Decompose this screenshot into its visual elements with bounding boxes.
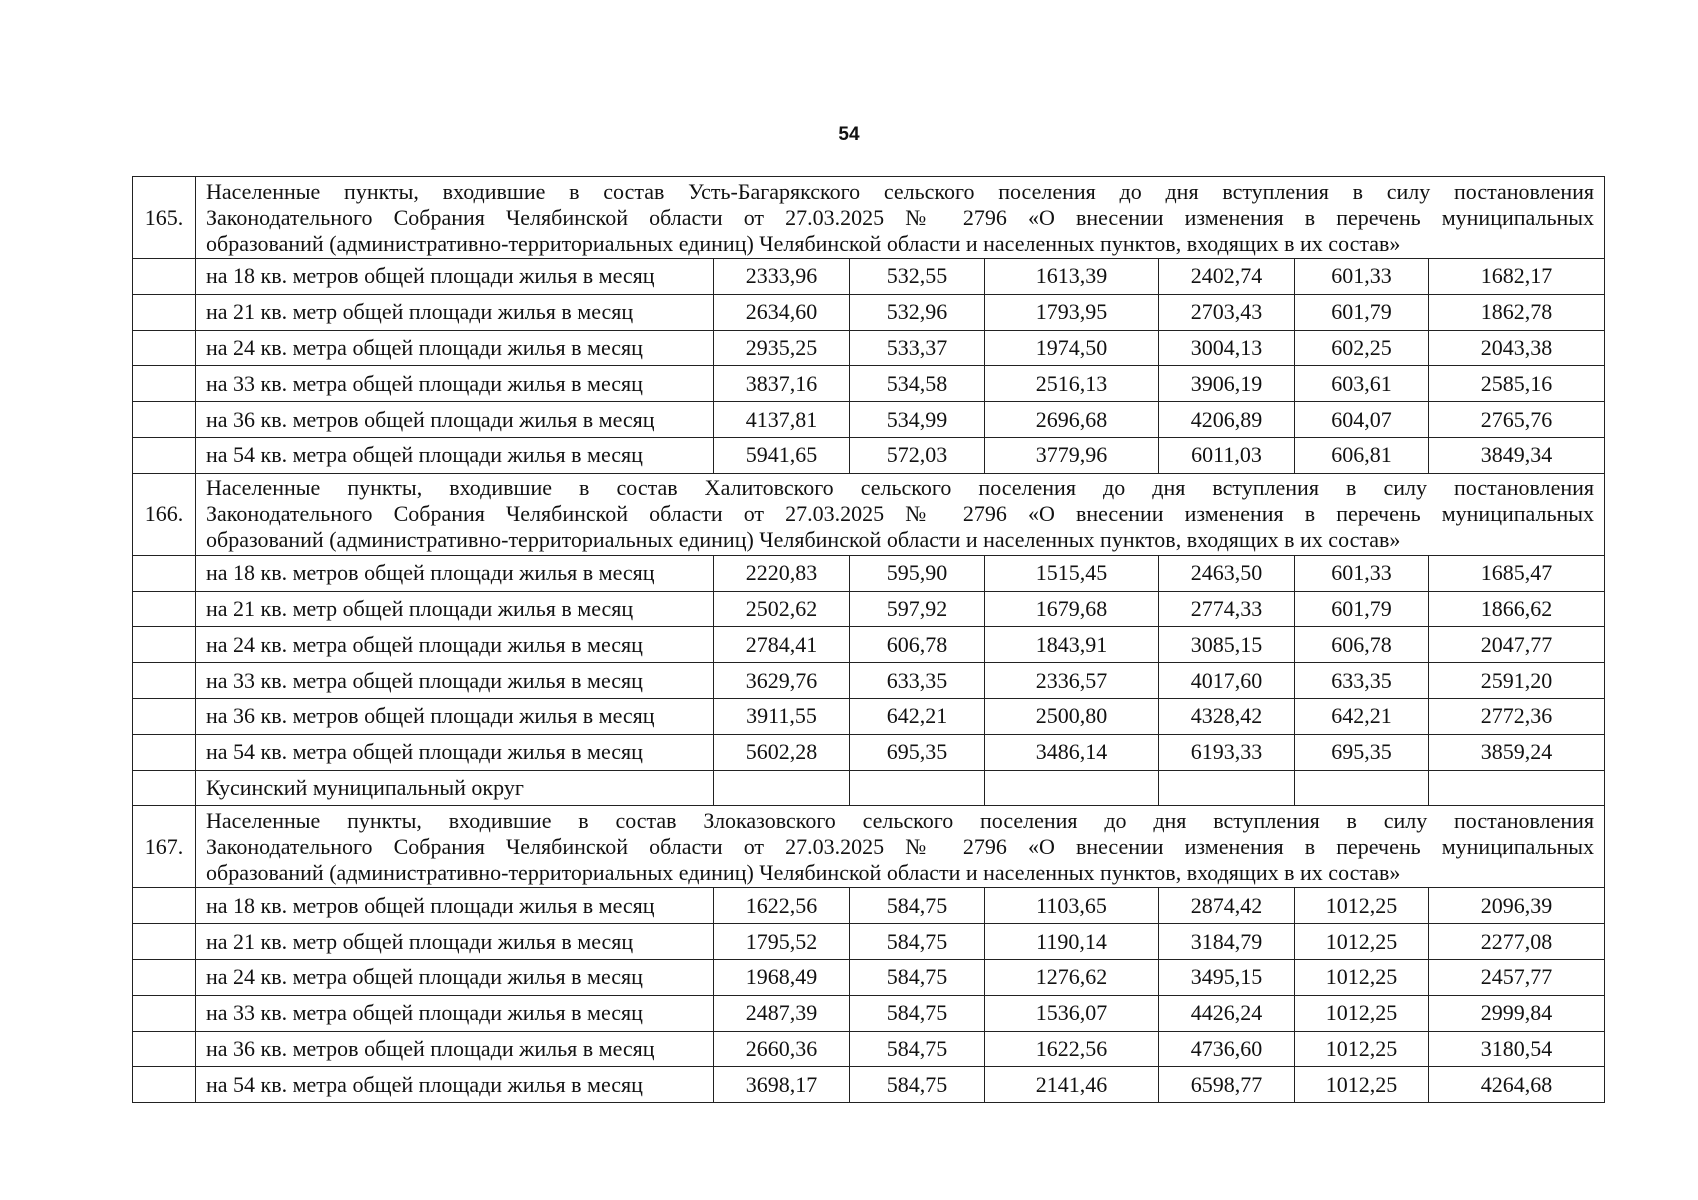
value-cell: 3085,15	[1159, 627, 1295, 663]
value-cell: 1866,62	[1429, 591, 1605, 627]
value-cell: 1843,91	[985, 627, 1159, 663]
value-cell: 2585,16	[1429, 366, 1605, 402]
row-label: на 33 кв. метра общей площади жилья в месяц	[196, 995, 714, 1031]
section-title-line: образований (административно-территориальных единиц) Челябинской области и населенных пунктов, входящих в их состав»	[206, 527, 1401, 553]
value-cell: 584,75	[850, 1067, 985, 1103]
value-cell: 2591,20	[1429, 663, 1605, 699]
value-cell: 1685,47	[1429, 555, 1605, 591]
empty-number-cell	[133, 663, 196, 699]
row-label: на 36 кв. метров общей площади жилья в месяц	[196, 1031, 714, 1067]
value-cell: 3849,34	[1429, 437, 1605, 473]
table-row	[133, 591, 1605, 627]
tariff-table	[132, 176, 1605, 1103]
table-row	[133, 924, 1605, 960]
section-header-row	[133, 177, 1605, 259]
empty-number-cell	[133, 734, 196, 770]
value-cell: 2141,46	[985, 1067, 1159, 1103]
value-cell: 3911,55	[714, 698, 850, 734]
value-cell: 2774,33	[1159, 591, 1295, 627]
table-row	[133, 555, 1605, 591]
table-row	[133, 330, 1605, 366]
table-row	[133, 437, 1605, 473]
value-cell: 1682,17	[1429, 259, 1605, 295]
value-cell: 1795,52	[714, 924, 850, 960]
value-cell: 2516,13	[985, 366, 1159, 402]
empty-value-cell	[714, 770, 850, 806]
value-cell: 2935,25	[714, 330, 850, 366]
value-cell: 3004,13	[1159, 330, 1295, 366]
value-cell: 4017,60	[1159, 663, 1295, 699]
value-cell: 1515,45	[985, 555, 1159, 591]
empty-number-cell	[133, 770, 196, 806]
table-row	[133, 1067, 1605, 1103]
table-row	[133, 366, 1605, 402]
value-cell: 3486,14	[985, 734, 1159, 770]
section-number: 165.	[133, 177, 196, 259]
value-cell: 601,79	[1295, 294, 1429, 330]
value-cell: 534,58	[850, 366, 985, 402]
value-cell: 642,21	[850, 698, 985, 734]
value-cell: 597,92	[850, 591, 985, 627]
table-row	[133, 1031, 1605, 1067]
row-label: на 24 кв. метра общей площади жилья в месяц	[196, 627, 714, 663]
table-row	[133, 995, 1605, 1031]
value-cell: 606,78	[1295, 627, 1429, 663]
section-title-line: Законодательного Собрания Челябинской области от 27.03.2025 № 2796 «О внесении изменения в перечень муниципальных	[206, 501, 1595, 527]
value-cell: 6598,77	[1159, 1067, 1295, 1103]
value-cell: 1012,25	[1295, 924, 1429, 960]
value-cell: 695,35	[850, 734, 985, 770]
value-cell: 584,75	[850, 924, 985, 960]
empty-number-cell	[133, 1031, 196, 1067]
row-label: на 21 кв. метр общей площади жилья в месяц	[196, 591, 714, 627]
section-title-line: Населенные пункты, входившие в состав Злоказовского сельского поселения до дня вступления в силу постановления	[206, 807, 1595, 833]
value-cell: 2634,60	[714, 294, 850, 330]
value-cell: 4328,42	[1159, 698, 1295, 734]
value-cell: 1968,49	[714, 959, 850, 995]
empty-number-cell	[133, 330, 196, 366]
row-label: на 21 кв. метр общей площади жилья в месяц	[196, 294, 714, 330]
value-cell: 1103,65	[985, 888, 1159, 924]
value-cell: 584,75	[850, 888, 985, 924]
value-cell: 1276,62	[985, 959, 1159, 995]
value-cell: 606,78	[850, 627, 985, 663]
value-cell: 1793,95	[985, 294, 1159, 330]
empty-number-cell	[133, 888, 196, 924]
value-cell: 2047,77	[1429, 627, 1605, 663]
value-cell: 2999,84	[1429, 995, 1605, 1031]
value-cell: 534,99	[850, 402, 985, 438]
value-cell: 1622,56	[714, 888, 850, 924]
value-cell: 5941,65	[714, 437, 850, 473]
value-cell: 2333,96	[714, 259, 850, 295]
section-title-line: Населенные пункты, входившие в состав Халитовского сельского поселения до дня вступления в силу постановления	[206, 475, 1595, 501]
row-label: на 54 кв. метра общей площади жилья в месяц	[196, 734, 714, 770]
section-title-line: Законодательного Собрания Челябинской области от 27.03.2025 № 2796 «О внесении изменения в перечень муниципальных	[206, 204, 1595, 230]
district-row	[133, 770, 1605, 806]
value-cell: 1622,56	[985, 1031, 1159, 1067]
empty-number-cell	[133, 959, 196, 995]
section-title	[196, 177, 1605, 259]
value-cell: 1012,25	[1295, 959, 1429, 995]
row-label: на 18 кв. метров общей площади жилья в месяц	[196, 259, 714, 295]
value-cell: 532,55	[850, 259, 985, 295]
value-cell: 2660,36	[714, 1031, 850, 1067]
value-cell: 1190,14	[985, 924, 1159, 960]
row-label: на 33 кв. метра общей площади жилья в месяц	[196, 366, 714, 402]
empty-number-cell	[133, 402, 196, 438]
row-label: на 36 кв. метров общей площади жилья в месяц	[196, 698, 714, 734]
row-label: на 33 кв. метра общей площади жилья в месяц	[196, 663, 714, 699]
row-label: на 24 кв. метра общей площади жилья в месяц	[196, 330, 714, 366]
empty-number-cell	[133, 1067, 196, 1103]
table-row	[133, 294, 1605, 330]
value-cell: 1862,78	[1429, 294, 1605, 330]
row-label: на 18 кв. метров общей площади жилья в месяц	[196, 555, 714, 591]
empty-value-cell	[1159, 770, 1295, 806]
value-cell: 2463,50	[1159, 555, 1295, 591]
section-title-line: образований (административно-территориальных единиц) Челябинской области и населенных пунктов, входящих в их состав»	[206, 230, 1401, 256]
table-row	[133, 959, 1605, 995]
empty-number-cell	[133, 995, 196, 1031]
value-cell: 5602,28	[714, 734, 850, 770]
empty-value-cell	[1429, 770, 1605, 806]
row-label: на 18 кв. метров общей площади жилья в месяц	[196, 888, 714, 924]
value-cell: 2220,83	[714, 555, 850, 591]
value-cell: 584,75	[850, 995, 985, 1031]
value-cell: 1974,50	[985, 330, 1159, 366]
value-cell: 2487,39	[714, 995, 850, 1031]
value-cell: 4426,24	[1159, 995, 1295, 1031]
section-number: 167.	[133, 806, 196, 888]
value-cell: 2043,38	[1429, 330, 1605, 366]
value-cell: 2277,08	[1429, 924, 1605, 960]
value-cell: 2703,43	[1159, 294, 1295, 330]
value-cell: 1012,25	[1295, 995, 1429, 1031]
empty-number-cell	[133, 924, 196, 960]
value-cell: 4206,89	[1159, 402, 1295, 438]
section-title-line: образований (административно-территориальных единиц) Челябинской области и населенных пунктов, входящих в их состав»	[206, 859, 1401, 885]
value-cell: 3906,19	[1159, 366, 1295, 402]
value-cell: 642,21	[1295, 698, 1429, 734]
value-cell: 601,33	[1295, 555, 1429, 591]
value-cell: 604,07	[1295, 402, 1429, 438]
table-row	[133, 402, 1605, 438]
value-cell: 606,81	[1295, 437, 1429, 473]
value-cell: 2784,41	[714, 627, 850, 663]
value-cell: 2874,42	[1159, 888, 1295, 924]
row-label: на 21 кв. метр общей площади жилья в месяц	[196, 924, 714, 960]
row-label: на 54 кв. метра общей площади жилья в месяц	[196, 437, 714, 473]
value-cell: 3629,76	[714, 663, 850, 699]
value-cell: 4736,60	[1159, 1031, 1295, 1067]
value-cell: 1012,25	[1295, 888, 1429, 924]
value-cell: 4137,81	[714, 402, 850, 438]
value-cell: 6193,33	[1159, 734, 1295, 770]
value-cell: 6011,03	[1159, 437, 1295, 473]
value-cell: 2402,74	[1159, 259, 1295, 295]
page-number: 54	[838, 124, 860, 145]
table-row	[133, 663, 1605, 699]
empty-number-cell	[133, 294, 196, 330]
section-title	[196, 473, 1605, 555]
row-label: на 36 кв. метров общей площади жилья в месяц	[196, 402, 714, 438]
empty-number-cell	[133, 555, 196, 591]
table-row	[133, 734, 1605, 770]
value-cell: 2096,39	[1429, 888, 1605, 924]
empty-value-cell	[985, 770, 1159, 806]
value-cell: 572,03	[850, 437, 985, 473]
table-row	[133, 259, 1605, 295]
value-cell: 695,35	[1295, 734, 1429, 770]
value-cell: 595,90	[850, 555, 985, 591]
empty-value-cell	[850, 770, 985, 806]
value-cell: 1536,07	[985, 995, 1159, 1031]
value-cell: 603,61	[1295, 366, 1429, 402]
table-row	[133, 698, 1605, 734]
value-cell: 532,96	[850, 294, 985, 330]
value-cell: 2765,76	[1429, 402, 1605, 438]
value-cell: 3779,96	[985, 437, 1159, 473]
row-label: на 24 кв. метра общей площади жилья в месяц	[196, 959, 714, 995]
section-title-line: Законодательного Собрания Челябинской области от 27.03.2025 № 2796 «О внесении изменения в перечень муниципальных	[206, 833, 1595, 859]
section-title-line: Населенные пункты, входившие в состав Усть-Багарякского сельского поселения до дня вступления в силу постановления	[206, 178, 1595, 204]
section-title	[196, 806, 1605, 888]
value-cell: 4264,68	[1429, 1067, 1605, 1103]
empty-number-cell	[133, 259, 196, 295]
empty-number-cell	[133, 627, 196, 663]
empty-number-cell	[133, 366, 196, 402]
value-cell: 3184,79	[1159, 924, 1295, 960]
value-cell: 2502,62	[714, 591, 850, 627]
value-cell: 1012,25	[1295, 1031, 1429, 1067]
value-cell: 2500,80	[985, 698, 1159, 734]
value-cell: 2772,36	[1429, 698, 1605, 734]
value-cell: 2457,77	[1429, 959, 1605, 995]
empty-number-cell	[133, 437, 196, 473]
value-cell: 584,75	[850, 959, 985, 995]
value-cell: 3495,15	[1159, 959, 1295, 995]
value-cell: 633,35	[850, 663, 985, 699]
value-cell: 2336,57	[985, 663, 1159, 699]
empty-number-cell	[133, 698, 196, 734]
value-cell: 1613,39	[985, 259, 1159, 295]
value-cell: 1012,25	[1295, 1067, 1429, 1103]
value-cell: 584,75	[850, 1031, 985, 1067]
row-label: на 54 кв. метра общей площади жилья в месяц	[196, 1067, 714, 1103]
value-cell: 1679,68	[985, 591, 1159, 627]
value-cell: 3180,54	[1429, 1031, 1605, 1067]
table-row	[133, 627, 1605, 663]
value-cell: 633,35	[1295, 663, 1429, 699]
section-number: 166.	[133, 473, 196, 555]
table-body	[133, 177, 1605, 1103]
value-cell: 602,25	[1295, 330, 1429, 366]
empty-value-cell	[1295, 770, 1429, 806]
value-cell: 3859,24	[1429, 734, 1605, 770]
value-cell: 533,37	[850, 330, 985, 366]
value-cell: 3698,17	[714, 1067, 850, 1103]
district-label: Кусинский муниципальный округ	[196, 770, 714, 806]
value-cell: 3837,16	[714, 366, 850, 402]
section-header-row	[133, 806, 1605, 888]
value-cell: 2696,68	[985, 402, 1159, 438]
table-row	[133, 888, 1605, 924]
empty-number-cell	[133, 591, 196, 627]
value-cell: 601,33	[1295, 259, 1429, 295]
section-header-row	[133, 473, 1605, 555]
value-cell: 601,79	[1295, 591, 1429, 627]
